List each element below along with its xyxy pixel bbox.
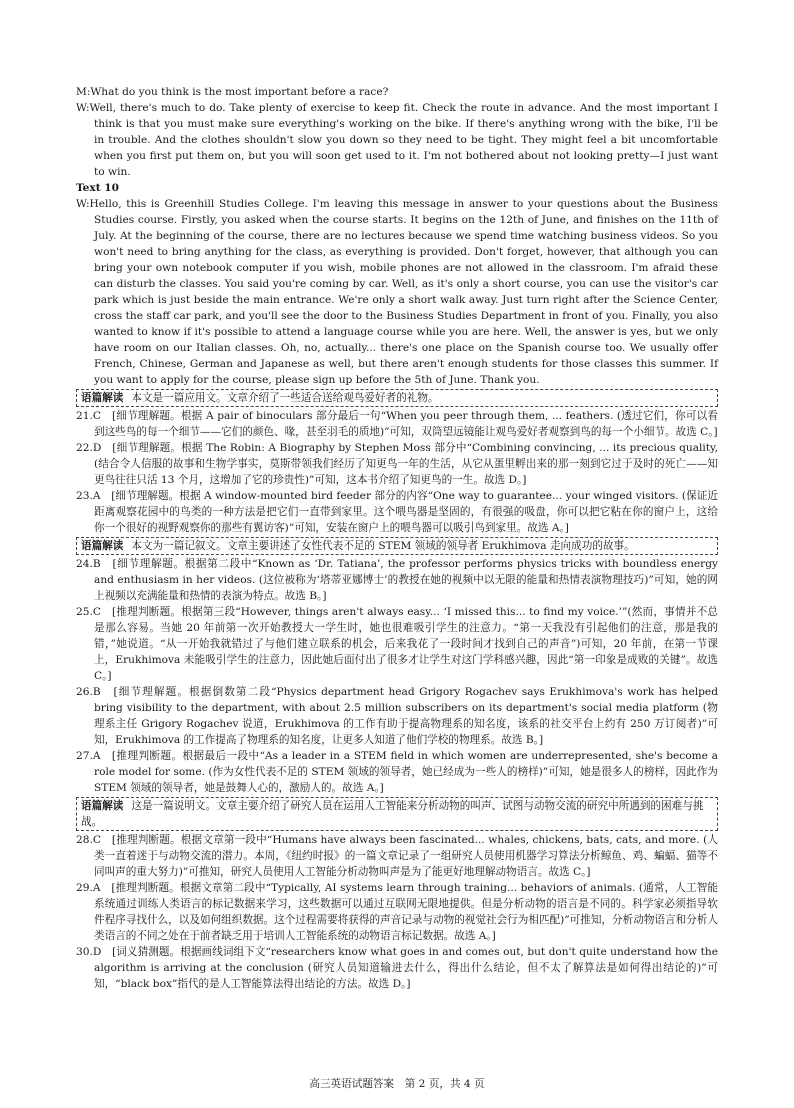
- answer-explanation: [词义猜测题。根据画线词组下文“researchers know what goes in and comes out, but don't quite understand how the algorithm is arriving at the conclusion (研究人员知道输进去什么，得出什么结论，但不太了解算法是如何得出结论的)”可知，“black box”指代的是人工智能算法得出结论的方法。故选 D。]: [94, 946, 718, 990]
- speaker-label: W:: [76, 102, 90, 114]
- answer-number: 27.A: [76, 750, 101, 762]
- answer-explanation: [细节理解题。根据 A window-mounted bird feeder 部分的内容“One way to guarantee... your winged visitors. (保证近距离观察花园中的鸟类的一种方法是把它们一直带到家里。这个喂鸟器是坚固的，有很强的吸盘，你可以把它粘在你的窗户上，这给你一个很好的视野观察你的那些有翼访客)”可知，安装在窗户上的喂鸟器可以吸引鸟到家里。故选 A。]: [94, 490, 719, 534]
- answer-26: [76, 684, 718, 748]
- answer-explanation: [细节理解题。根据倒数第二段“Physics department head Grigory Rogachev says Erukhimova's work has helped bring visibility to the department, with about 2.5 million subscribers on its department's social media platform (物理系主任 Grigory Rogachev 说道，Erukhimova 的工作有助于提高物理系的知名度，该系的社交平台上约有 250 万订阅者)”可知，Erukhimova 的工作提高了物理系的知名度，让更多人知道了他们学校的物理系。故选 B。]: [94, 686, 718, 746]
- answer-number: 25.C: [76, 606, 101, 618]
- answer-explanation: [推理判断题。根据最后一段中“As a leader in a STEM field in which women are underrepresented, she's become a role model for some. (作为女性代表不足的 STEM 领域的领导者，她已经成为一些人的榜样)”可知，她是很多人的榜样，因此作为 STEM 领域的领导者，她是鼓舞人心的，激励人的。故选 A。]: [94, 750, 718, 794]
- answer-number: 22.D: [76, 442, 102, 454]
- answer-25: [76, 604, 718, 684]
- speaker-label: W:: [76, 198, 90, 210]
- passage-c-summary: [76, 797, 718, 831]
- passage-a-summary: [76, 389, 718, 407]
- answer-22: [76, 440, 718, 488]
- answer-23: [76, 488, 718, 536]
- page-footer: 高三英语试题答案 第 2 页，共 4 页: [309, 1078, 485, 1090]
- summary-tag: 语篇解读: [81, 800, 124, 812]
- speaker-label: M:: [76, 86, 91, 98]
- answer-explanation: [细节理解题。根据第二段中“Known as ‘Dr. Tatiana’, the professor performs physics tricks with boundless energy and enthusiasm in her videos. (这位被称为‘塔蒂亚娜博士’的教授在她的视频中以无限的能量和热情表演物理技巧)”可知，她的网上视频以充满能量和热情的表演为特点。故选 B。]: [94, 558, 718, 602]
- answer-24: [76, 556, 718, 604]
- answer-28: [76, 832, 718, 880]
- dialogue-line-woman: [76, 100, 718, 180]
- dialogue-text: Well, there's much to do. Take plenty of exercise to keep fit. Check the route in advance. And the most important I think is that you must make sure everything's working on the bike. If there's anything wrong with the bike, I'll be in trouble. And the clothes shouldn't slow you down so they need to be tight. They might feel a bit uncomfortable when you first put them on, but you will soon get used to it. I'm not bothered about not looking pretty—I just want to win.: [89, 102, 718, 178]
- page-content: [76, 84, 718, 992]
- answer-explanation: [细节理解题。根据 A pair of binoculars 部分最后一句“When you peer through them, ... feathers. (透过它们，你可以看到这些鸟的每一个细节——它们的颜色、喙，甚至羽毛的质地)”可知，双筒望远镜能让观鸟爱好者观察到鸟的每一个小细节。故选 C。]: [94, 410, 718, 438]
- answer-explanation: [推理判断题。根据文章第一段中“Humans have always been fascinated... whales, chickens, bats, cats, and more. (人类一直着迷于与动物交流的潜力。本周，《纽约时报》的一篇文章记录了一组研究人员使用机器学习算法分析鲸鱼、鸡、蝙蝠、猫等不同叫声的重大努力)”可推知，研究人员使用人工智能分析动物叫声是为了能更好地理解动物语言。故选 C。]: [94, 834, 718, 878]
- answer-30: [76, 944, 718, 992]
- answer-number: 26.B: [76, 686, 101, 698]
- answer-number: 30.D: [76, 946, 102, 958]
- summary-tag: 语篇解读: [81, 392, 124, 404]
- answer-number: 28.C: [76, 834, 101, 846]
- answer-number: 21.C: [76, 410, 101, 422]
- dialogue-text: What do you think is the most important before a race?: [90, 86, 389, 98]
- answer-explanation: [细节理解题。根据 The Robin: A Biography by Stephen Moss 部分中“Combining convincing, ... its precious quality, (结合令人信服的故事和生物学事实，莫斯带领我们经历了知更鸟一年的生活，从它从蛋里孵出来的那一刻到它过于及时的死亡——知更鸟往往只活 13 个月，这增加了它的珍贵性)”可知，这本书介绍了知更鸟的一生。故选 D。]: [94, 442, 718, 486]
- answer-number: 29.A: [76, 882, 101, 894]
- summary-tag: 语篇解读: [81, 540, 124, 552]
- answer-27: [76, 748, 718, 796]
- answer-29: [76, 880, 718, 944]
- answer-explanation: [推理判断题。根据文章第二段中“Typically, AI systems learn through training... behaviors of animals. (通常，人工智能系统通过训练人类语言的标记数据来学习，这些数据可以通过互联网无限地提供。但是分析动物的语言是不同的。科学家必须指导软件程序寻找什么，以及如何组织数据。这个过程需要将获得的声音记录与动物的视觉社会行为相匹配)”可推知，分析动物语言和分析人类语言的不同之处在于前者缺乏用于培训人工智能系统的动物语言标记数据。故选 A。]: [94, 882, 719, 942]
- passage-b-summary: [76, 537, 718, 555]
- summary-text: 本文是一篇应用文。文章介绍了一些适合送给观鸟爱好者的礼物。: [131, 392, 439, 404]
- message-text: Hello, this is Greenhill Studies College. I'm leaving this message in answer to your questions about the Business Studies course. Firstly, you asked when the course starts. It begins on the 12th of June, and finishes on the 11th of July. At the beginning of the course, there are no lectures because we spend time watching business videos. So you won't need to bring anything for the class, as everything is provided. Don't forget, however, that although you can bring your own notebook computer if you wish, mobile phones are not allowed in the classroom. I'm afraid these can disturb the classes. You said you're coming by car. Well, as it's only a short course, you can use the visitor's car park which is just beside the main entrance. We're only a short walk away. Just turn right after the Science Center, cross the staff car park, and you'll see the door to the Business Studies Department in front of you. Finally, you also wanted to know if it's possible to attend a language course while you are here. Well, the answer is yes, but we only have room on our Italian classes. Oh, no, actually... there's one place on the Spanish course too. We usually offer French, Chinese, German and Japanese as well, but there aren't enough students for those classes this summer. If you want to apply for the course, please sign up before the 5th of June. Thank you.: [89, 198, 718, 386]
- answer-number: 24.B: [76, 558, 101, 570]
- answer-21: [76, 408, 718, 440]
- summary-text: 本文为一篇记叙文。文章主要讲述了女性代表不足的 STEM 领域的领导者 Erukhimova 走向成功的故事。: [131, 540, 635, 552]
- summary-text: 这是一篇说明文。文章主要介绍了研究人员在运用人工智能来分析动物的叫声、试图与动物交流的研究中所遇到的困难与挑战。: [81, 800, 704, 828]
- answer-explanation: [推理判断题。根据第三段“However, things aren't always easy... ‘I missed this... to find my voice.’”(然而，事情并不总是那么容易。当她 20 年前第一次开始教授大一学生时，她也很难吸引学生的注意力。“第一天我没有引起他们的注意，那是我的错，”她说道。“从一开始我就错过了与他们建立联系的机会，后来我花了一段时间才找到自己的声音”)可知，20 年前，在第一节课上，Erukhimova 未能吸引学生的注意力，因此她后面付出了很多才让学生对这门学科感兴趣，因此“第一印象是成败的关键”。故选 C。]: [94, 606, 719, 682]
- text10-message: [76, 196, 718, 388]
- answer-number: 23.A: [76, 490, 101, 502]
- text10-heading: Text 10: [76, 182, 120, 194]
- dialogue-line-man: [76, 84, 718, 100]
